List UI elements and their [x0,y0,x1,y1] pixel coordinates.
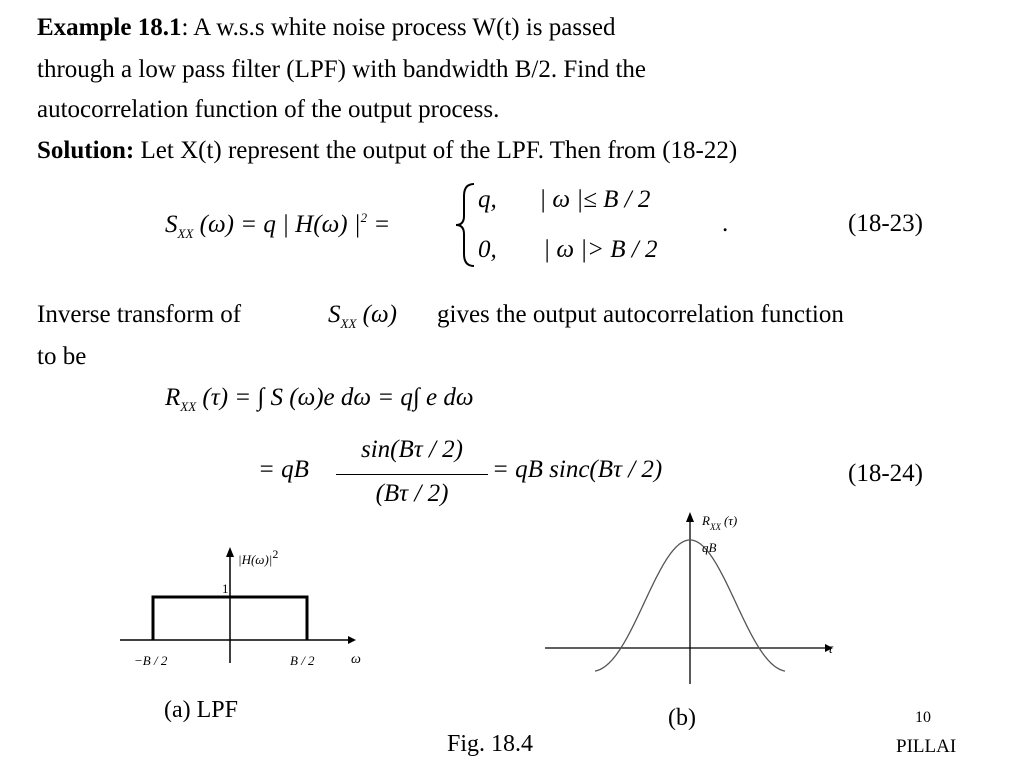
fig-a-y-label: |H(ω)|2 [238,547,279,567]
eq2-lhs-sub: XX [180,399,197,414]
fig-a-y-arrow [226,547,234,557]
eq1-case1-condition: | ω |≤ B / 2 [539,186,651,213]
eq1-period: . [722,210,729,237]
eq1-case-2 [478,236,657,264]
eq2-line1: (τ) = ∫ S (ω)e dω = q∫ e dω [202,384,474,411]
fig-a-x-label: ω [351,652,361,667]
eq-number-18-24: (18-24) [848,460,923,487]
fig-a-right-tick: B / 2 [290,653,315,668]
eq-number-18-23: (18-23) [848,210,923,237]
eq-18-24-line-1 [165,384,474,415]
inline-sxx [328,301,397,332]
example-label: Example 18.1 [37,14,182,41]
inline-arg: (ω) [362,301,397,328]
fig-b-y-arrow [686,512,694,522]
eq1-equals: = [373,211,391,238]
eq1-mid-sup: 2 [360,210,368,225]
eq1-lhs: S [165,211,178,238]
solution-line [37,133,737,169]
fig-b-peak-label: qB [702,540,717,555]
eq1-case2-value: 0, [478,236,497,263]
fig-b-x-label: τ [828,642,834,657]
eq-18-23 [165,210,390,242]
caption-b: (b) [668,705,696,731]
page-number: 10 [915,709,931,726]
inline-sub: XX [340,316,357,331]
fig-b-y-label: $R_{XX}$ (τ) [702,513,738,532]
example-line-2: through a low pass filter (LPF) with bandwidth B/2. Find the [37,56,646,83]
fig-a-left-tick: −B / 2 [134,653,168,668]
eq2-denominator: (Bτ / 2) [375,480,449,507]
inverse-line-1a: Inverse transform of [37,301,242,328]
inverse-line-1b: gives the output autocorrelation function [437,301,844,328]
fraction-bar [336,474,488,475]
figure-title: Fig. 18.4 [447,731,534,757]
figure-b-autocorrelation [540,508,850,688]
eq1-case2-condition: | ω |> B / 2 [543,236,658,263]
eq1-lhs-sub: XX [177,226,194,241]
example-line-3: autocorrelation function of the output process. [37,96,500,123]
caption-a: (a) LPF [164,697,238,723]
eq2-line2-post: = qB sinc(Bτ / 2) [492,456,663,483]
fig-a-level-label: 1 [222,581,229,596]
example-text: : A w.s.s white noise process W(t) is passed [181,14,616,41]
fig-a-x-arrow [348,636,356,644]
eq1-mid: (ω) = q | H(ω) | [199,211,361,238]
solution-text: Let X(t) represent the output of the LPF. Then from (18-22) [134,137,738,164]
solution-label: Solution: [37,137,135,164]
figure-a-lpf [110,535,380,675]
inverse-line-2: to be [37,343,87,370]
eq1-case-1 [478,186,650,214]
author-name: PILLAI [896,736,957,757]
eq2-lhs: R [165,384,181,411]
example-line-1 [37,10,615,46]
inline-s: S [328,301,341,328]
eq1-case1-value: q, [478,186,497,213]
eq2-line2-pre: = qB [258,456,309,483]
eq2-numerator: sin(Bτ / 2) [361,436,463,463]
